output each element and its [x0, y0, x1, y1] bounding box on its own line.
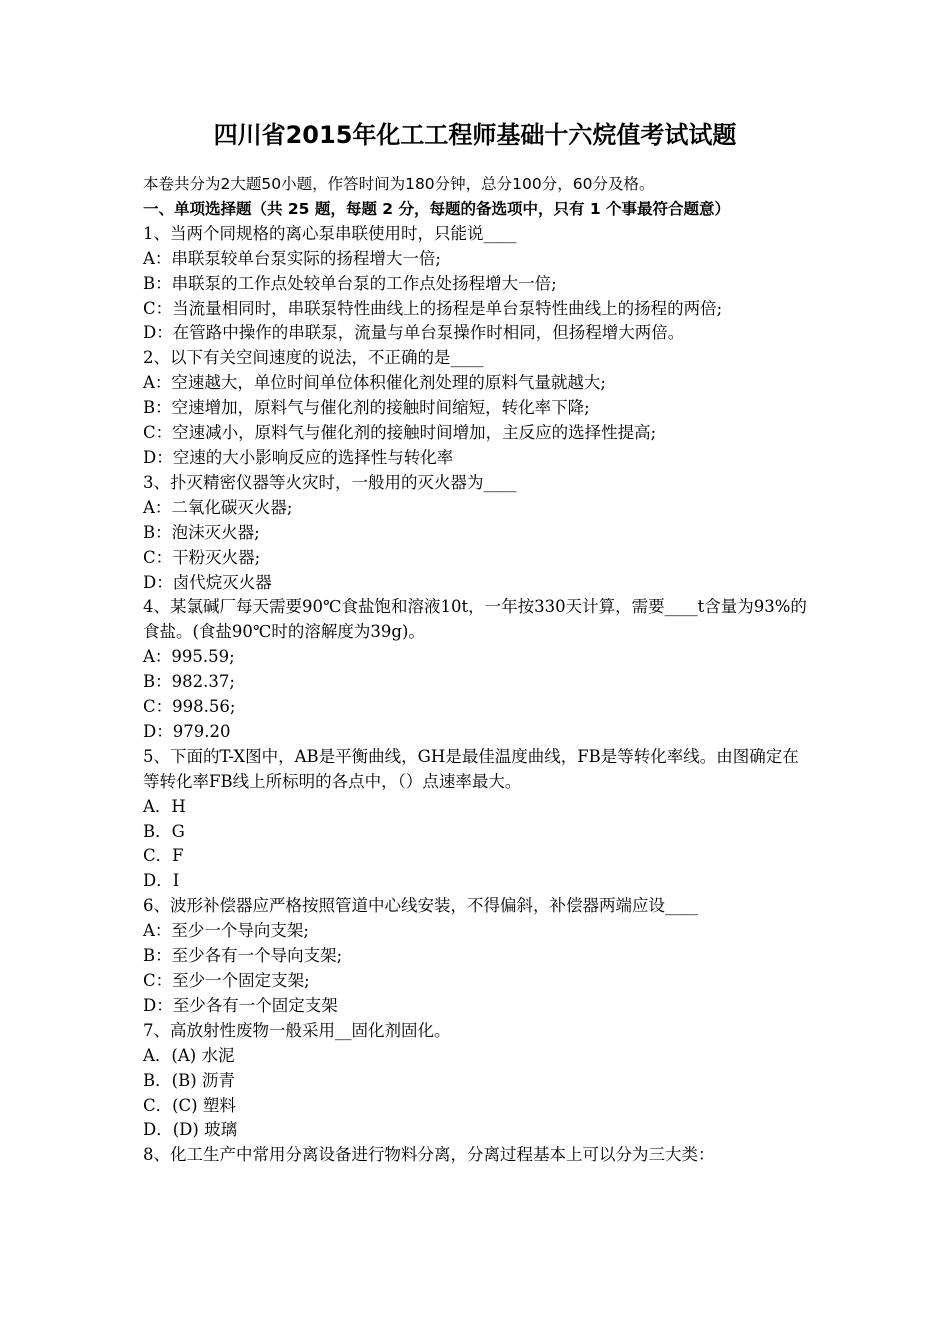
- option-c: C：998.56;: [143, 697, 236, 717]
- question-2: [143, 346, 815, 471]
- option-d: D：空速的大小影响反应的选择性与转化率: [143, 447, 454, 467]
- option-a: A．(A) 水泥: [143, 1045, 235, 1065]
- question-stem: 4、某氯碱厂每天需要90℃食盐饱和溶液10t，一年按330天计算，需要____t含量为93%的食盐。(食盐90℃时的溶解度为39g)。: [143, 597, 807, 642]
- option-b: B：泡沫灭火器;: [143, 522, 260, 542]
- option-c: C：当流量相同时，串联泵特性曲线上的扬程是单台泵特性曲线上的扬程的两倍;: [143, 298, 723, 318]
- option-d: D．(D) 玻璃: [143, 1120, 238, 1140]
- option-c: C．(C) 塑料: [143, 1095, 236, 1115]
- option-a: A：空速越大，单位时间单位体积催化剂处理的原料气量就越大;: [143, 373, 606, 393]
- option-c: C．F: [143, 846, 184, 866]
- question-stem: 2、以下有关空间速度的说法，不正确的是____: [143, 348, 484, 368]
- document-body: [143, 172, 815, 1168]
- question-stem: 1、当两个同规格的离心泵串联使用时，只能说____: [143, 223, 517, 243]
- option-b: B：串联泵的工作点处较单台泵的工作点处扬程增大一倍;: [143, 273, 557, 293]
- question-8: [143, 1143, 815, 1168]
- document-title: 四川省2015年化工工程师基础十六烷值考试试题: [213, 121, 737, 149]
- option-b: B：至少各有一个导向支架;: [143, 946, 343, 966]
- option-c: C：至少一个固定支架;: [143, 971, 310, 990]
- option-c: C：空速减小，原料气与催化剂的接触时间增加，主反应的选择性提高;: [143, 423, 657, 443]
- question-stem: 6、波形补偿器应严格按照管道中心线安装，不得偏斜，补偿器两端应设____: [143, 896, 698, 916]
- option-d: D：979.20: [143, 721, 231, 741]
- option-d: D：卤代烷灭火器: [143, 572, 272, 592]
- question-stem: 3、扑灭精密仪器等火灾时，一般用的灭火器为____: [143, 472, 517, 492]
- question-3: [143, 471, 815, 596]
- option-b: B：空速增加，原料气与催化剂的接触时间缩短，转化率下降;: [143, 398, 590, 418]
- question-1: [143, 222, 815, 347]
- question-stem: 8、化工生产中常用分离设备进行物料分离，分离过程基本上可以分为三大类：: [143, 1145, 715, 1165]
- option-b: B．G: [143, 821, 185, 841]
- option-b: B．(B) 沥青: [143, 1070, 235, 1090]
- section-heading: 一、单项选择题（共 25 题，每题 2 分，每题的备选项中，只有 1 个事最符合题意）: [143, 199, 731, 218]
- option-d: D：在管路中操作的串联泵，流量与单台泵操作时相同，但扬程增大两倍。: [143, 323, 685, 343]
- option-a: A：至少一个导向支架;: [143, 921, 309, 941]
- option-b: B：982.37;: [143, 672, 235, 692]
- question-stem: 7、高放射性废物一般采用__固化剂固化。: [143, 1020, 451, 1040]
- option-a: A：995.59;: [143, 647, 235, 667]
- question-4: [143, 595, 815, 744]
- option-a: A．H: [143, 796, 186, 816]
- option-d: D．I: [143, 871, 180, 891]
- question-6: [143, 894, 815, 1019]
- question-5: [143, 745, 815, 894]
- option-c: C：干粉灭火器;: [143, 547, 261, 567]
- exam-intro: 本卷共分为2大题50小题，作答时间为180分钟，总分100分，60分及格。: [143, 175, 655, 193]
- question-7: [143, 1019, 815, 1144]
- question-stem: 5、下面的T-X图中，AB是平衡曲线，GH是最佳温度曲线，FB是等转化率线。由图确定在等转化率FB线上所标明的各点中，（）点速率最大。: [143, 746, 799, 791]
- option-a: A：串联泵较单台泵实际的扬程增大一倍;: [143, 248, 441, 268]
- option-d: D：至少各有一个固定支架: [143, 995, 338, 1015]
- option-a: A：二氧化碳灭火器;: [143, 497, 293, 517]
